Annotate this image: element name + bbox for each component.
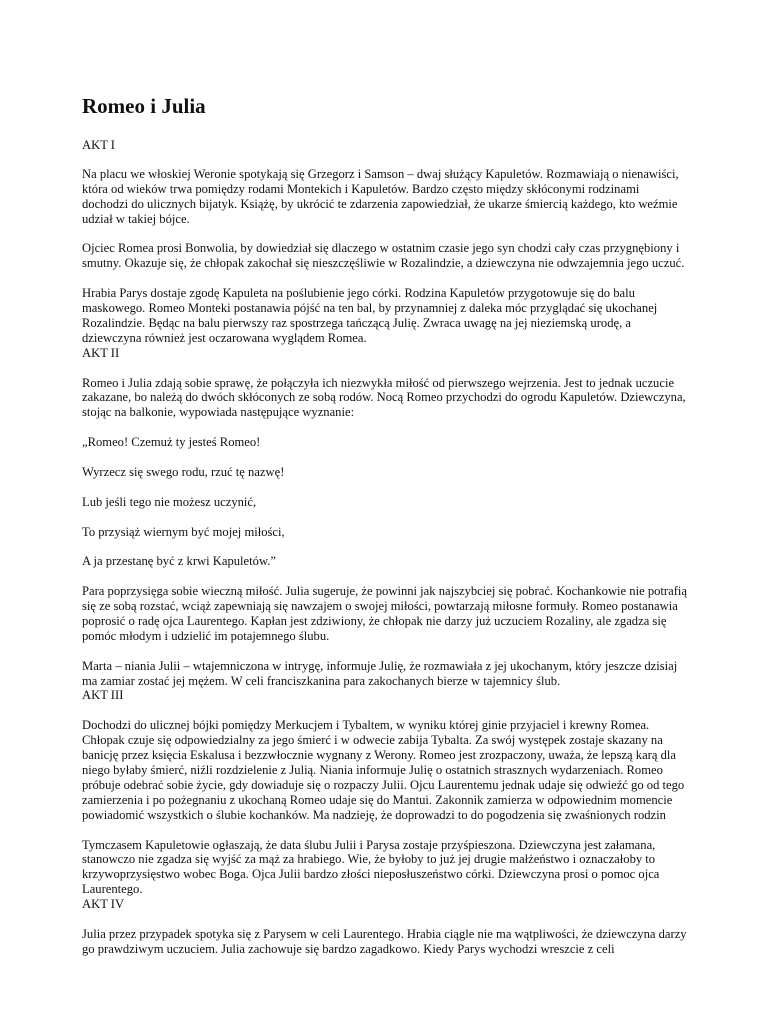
paragraph: Ojciec Romea prosi Bonwolia, by dowiedział się dlaczego w ostatnim czasie jego syn chodzi cały czas przygnębiony i smutny. Okazuje się, że chłopak zakochał się nieszczęśliwie w Rozalindzie, a dziewczyna nie odwzajemnia jego uczuć. bbox=[82, 241, 685, 271]
paragraph: Romeo i Julia zdają sobie sprawę, że połączyła ich niezwykła miłość od pierwszego wejrzenia. Jest to jednak uczucie zakazane, bo należą do dwóch skłóconych ze sobą rodów. Nocą Romeo przychodzi do ogrodu Kapuletów. Dziewczyna, stojąc na balkonie, wypowiada następujące wyznanie: bbox=[82, 375, 686, 420]
verse-line: To przysiąż wiernym być mojej miłości, bbox=[82, 524, 285, 539]
paragraph: Dochodzi do ulicznej bójki pomiędzy Merkucjem i Tybaltem, w wyniku której ginie przyjaciel i krewny Romea. Chłopak czuje się odpowiedzialny za jego śmierć i w odwecie zabija Tybalta. Za swój występek zostaje skazany na banicję przez księcia Eskalusa i bezzwłocznie wygnany z Werony. Romeo jest zrozpaczony, uważa, że lepszą karą dla niego byłaby śmierć, niźli rozdzielenie z Julią. Niania informuje Julię o ostatnich strasznych wydarzeniach. Romeo próbuje odebrać sobie życie, gdy dowiaduje się o rozpaczy Julii. Ojcu Laurentemu jednak udaje się odwieźć go od tego zamierzenia i po pożegnaniu z ukochaną Romeo udaje się do Mantui. Zakonnik zamierza w odpowiednim momencie powiadomić wszystkich o ślubie kochanków. Ma nadzieję, że doprowadzi to do pogodzenia się zwaśnionych rodzin bbox=[82, 718, 685, 822]
paragraph: Para poprzysięga sobie wieczną miłość. Julia sugeruje, że powinni jak najszybciej się pobrać. Kochankowie nie potrafią się ze sobą rozstać, wciąż zapewniają się nawzajem o swojej miłości, powtarzają miłosne formuły. Romeo postanawia poprosić o radę ojca Laurentego. Kapłan jest zdziwiony, że chłopak nie darzy już uczuciem Rozaliny, ale zgadza się pomóc młodym i udzielić im potajemnego ślubu. bbox=[82, 584, 687, 643]
act-heading-2: AKT II bbox=[82, 345, 120, 360]
verse-line: Wyrzecz się swego rodu, rzuć tę nazwę! bbox=[82, 464, 285, 479]
paragraph: Hrabia Parys dostaje zgodę Kapuleta na poślubienie jego córki. Rodzina Kapuletów przygotowuje się do balu maskowego. Romeo Monteki postanawia pójść na ten bal, by przynamniej z daleka móc przyglądać się ukochanej Rozalindzie. Będąc na balu pierwszy raz spostrzega tańczącą Julię. Zwraca uwagę na jej nieziemską urodę, a dziewczyna również jest oczarowana wyglądem Romea. bbox=[82, 286, 658, 345]
verse-line: „Romeo! Czemuż ty jesteś Romeo! bbox=[82, 435, 261, 450]
act-heading-4: AKT IV bbox=[82, 897, 125, 912]
paragraph: Marta – niania Julii – wtajemniczona w intrygę, informuje Julię, że rozmawiała z jej ukochanym, który jeszcze dzisiaj ma zamiar zostać jej mężem. W celi franciszkanina para zakochanych bierze w tajemnicy ślub. bbox=[82, 658, 678, 688]
paragraph: Tymczasem Kapuletowie ogłaszają, że data ślubu Julii i Parysa zostaje przyśpieszona. Dziewczyna jest załamana, stanowczo nie zgadza się wyjść za mąż za hrabiego. Wie, że byłoby to już jej drugie małżeństwo i oznaczałoby to krzywoprzysięstwo wobec Boga. Ojca Julii bardzo złości nieposłuszeństwo córki. Dziewczyna prosi o pomoc ojca Laurentego. bbox=[82, 837, 660, 897]
verse-line: A ja przestanę być z krwi Kapuletów.” bbox=[82, 554, 276, 569]
paragraph: Na placu we włoskiej Weronie spotykają się Grzegorz i Samson – dwaj służący Kapuletów. Rozmawiają o nienawiści, która od wieków trwa pomiędzy rodami Montekich i Kapuletów. Bardzo często między skłóconymi rodzinami dochodzi do ulicznych bijatyk. Książę, by ukrócić te zdarzenia zapowiedział, że ukarze śmiercią każdego, kto weźmie udział w takiej bójce. bbox=[82, 166, 679, 226]
act-heading-3: AKT III bbox=[82, 688, 124, 703]
paragraph: Julia przez przypadek spotyka się z Parysem w celi Laurentego. Hrabia ciągle nie ma wątpliwości, że dziewczyna darzy go prawdziwym uczuciem. Julia zachowuje się bardzo zagadkowo. Kiedy Parys wychodzi wreszcie z celi bbox=[82, 926, 687, 956]
document-title: Romeo i Julia bbox=[82, 94, 206, 118]
act-heading-1: AKT I bbox=[82, 138, 115, 152]
verse-line: Lub jeśli tego nie możesz uczynić, bbox=[82, 494, 257, 509]
